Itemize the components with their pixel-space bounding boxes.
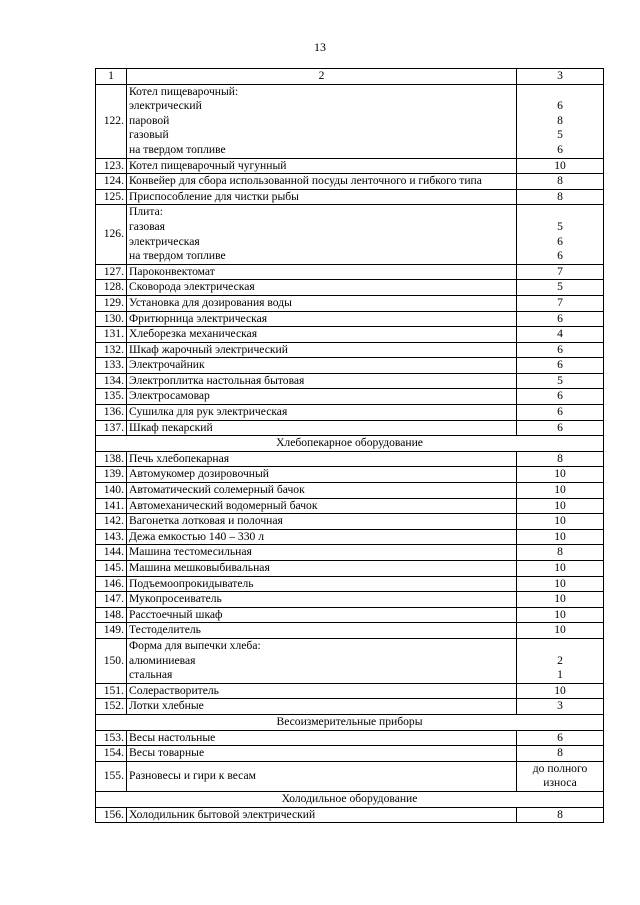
item-name	[127, 498, 517, 514]
item-name-line: стальная	[129, 668, 173, 682]
service-life-line: 6	[557, 389, 563, 403]
table-row	[96, 405, 604, 421]
service-life-value	[517, 389, 604, 405]
item-name-line: электрический	[129, 99, 202, 113]
service-life-line: 6	[557, 342, 563, 356]
table-row	[96, 746, 604, 762]
item-name-line: газовая	[129, 219, 166, 233]
service-life-value	[517, 529, 604, 545]
item-name-line: Конвейер для сбора использованной посуды ленточного и гибкого типа	[129, 174, 482, 188]
item-name-line: Мукопросеиватель	[129, 592, 222, 606]
service-life-line: 7	[557, 295, 563, 309]
item-number: 122.	[96, 84, 127, 158]
table-row	[96, 807, 604, 823]
service-life-line: 6	[557, 420, 563, 434]
item-name-line: на твердом топливе	[129, 249, 226, 263]
table-row	[96, 205, 604, 264]
item-name	[127, 730, 517, 746]
item-number: 133.	[96, 358, 127, 374]
item-name-line: Сушилка для рук электрическая	[129, 405, 288, 419]
table-row	[96, 638, 604, 683]
item-name-line: Фритюрница электрическая	[129, 311, 268, 325]
service-life-value	[517, 311, 604, 327]
service-life-line	[519, 639, 601, 654]
item-name-line: Дежа емкостью 140 – 330 л	[129, 529, 264, 543]
service-life-value	[517, 746, 604, 762]
item-number: 136.	[96, 405, 127, 421]
item-name	[127, 295, 517, 311]
item-name-line: Разновесы и гири к весам	[129, 769, 256, 783]
service-life-line: до полного износа	[532, 761, 588, 790]
table-row	[96, 327, 604, 343]
service-life-value	[517, 730, 604, 746]
service-life-value	[517, 451, 604, 467]
table-row	[96, 295, 604, 311]
service-life-value	[517, 592, 604, 608]
service-life-line: 8	[557, 113, 563, 127]
item-number: 147.	[96, 592, 127, 608]
item-number: 150.	[96, 638, 127, 683]
table-row	[96, 699, 604, 715]
item-number: 145.	[96, 561, 127, 577]
table-row	[96, 483, 604, 499]
item-number: 137.	[96, 420, 127, 436]
table-row	[96, 683, 604, 699]
table-row	[96, 358, 604, 374]
service-life-value	[517, 342, 604, 358]
header-cell-number: 1	[96, 69, 127, 85]
item-name	[127, 373, 517, 389]
table-row	[96, 389, 604, 405]
item-number: 135.	[96, 389, 127, 405]
item-number: 134.	[96, 373, 127, 389]
service-life-value	[517, 358, 604, 374]
service-life-line: 10	[554, 483, 566, 497]
service-life-value	[517, 467, 604, 483]
service-life-value	[517, 174, 604, 190]
header-row	[96, 69, 604, 85]
service-life-line: 2	[557, 653, 563, 667]
item-name	[127, 699, 517, 715]
service-life-line: 6	[557, 99, 563, 113]
service-life-value	[517, 158, 604, 174]
service-life-line: 8	[557, 174, 563, 188]
item-name	[127, 311, 517, 327]
section-header-row	[96, 436, 604, 452]
item-number: 151.	[96, 683, 127, 699]
item-name-line: Плита:	[129, 205, 163, 219]
item-name-line: Сковорода электрическая	[129, 280, 255, 294]
item-name	[127, 280, 517, 296]
item-name	[127, 189, 517, 205]
item-name-line: алюминиевая	[129, 653, 196, 667]
item-name-line: Автомукомер дозировочный	[129, 467, 269, 481]
item-name	[127, 174, 517, 190]
item-name-line: Солерастворитель	[129, 683, 219, 697]
item-number: 138.	[96, 451, 127, 467]
item-name-line: Вагонетка лотковая и полочная	[129, 514, 283, 528]
item-name-line: газовый	[129, 128, 169, 142]
item-number: 141.	[96, 498, 127, 514]
item-number: 125.	[96, 189, 127, 205]
item-number: 123.	[96, 158, 127, 174]
service-life-line: 8	[557, 545, 563, 559]
item-name	[127, 420, 517, 436]
item-name-line: Форма для выпечки хлеба:	[129, 638, 261, 652]
service-life-value	[517, 405, 604, 421]
item-number: 155.	[96, 761, 127, 791]
service-life-line: 6	[557, 234, 563, 248]
item-name	[127, 592, 517, 608]
item-name	[127, 607, 517, 623]
item-number: 140.	[96, 483, 127, 499]
item-number: 130.	[96, 311, 127, 327]
section-header-row	[96, 714, 604, 730]
item-number: 149.	[96, 623, 127, 639]
service-life-line: 10	[554, 158, 566, 172]
item-name	[127, 623, 517, 639]
table-row	[96, 730, 604, 746]
item-name-line: Расстоечный шкаф	[129, 607, 223, 621]
item-name	[127, 746, 517, 762]
service-life-value	[517, 561, 604, 577]
section-title: Холодильное оборудование	[96, 791, 604, 807]
item-name	[127, 467, 517, 483]
table-row	[96, 514, 604, 530]
service-life-line: 6	[557, 358, 563, 372]
item-name-line: Приспособление для чистки рыбы	[129, 189, 299, 203]
service-life-line: 4	[557, 327, 563, 341]
item-name-line: Тестоделитель	[129, 623, 201, 637]
service-life-line: 8	[557, 451, 563, 465]
item-name	[127, 84, 517, 158]
item-name	[127, 683, 517, 699]
item-name	[127, 358, 517, 374]
item-name-line: Котел пищеварочный:	[129, 84, 239, 98]
item-name	[127, 514, 517, 530]
table-row	[96, 592, 604, 608]
item-number: 131.	[96, 327, 127, 343]
service-life-value	[517, 699, 604, 715]
service-life-line: 5	[557, 128, 563, 142]
table-row	[96, 576, 604, 592]
service-life-value	[517, 327, 604, 343]
service-life-value	[517, 498, 604, 514]
page-number: 13	[314, 40, 326, 54]
item-name-line: электрическая	[129, 234, 200, 248]
service-life-value	[517, 576, 604, 592]
service-life-line: 6	[557, 730, 563, 744]
table-row	[96, 264, 604, 280]
service-life-line: 7	[557, 264, 563, 278]
item-name-line: Машина тестомесильная	[129, 545, 252, 559]
table-row	[96, 561, 604, 577]
service-life-line: 10	[554, 467, 566, 481]
service-life-line: 10	[554, 592, 566, 606]
table-row	[96, 373, 604, 389]
item-name-line: Электроплитка настольная бытовая	[129, 373, 305, 387]
service-life-value	[517, 623, 604, 639]
item-name-line: Весы настольные	[129, 730, 216, 744]
service-life-line	[519, 205, 601, 220]
service-life-value	[517, 545, 604, 561]
item-name-line: Лотки хлебные	[129, 699, 204, 713]
item-name	[127, 545, 517, 561]
service-life-value	[517, 295, 604, 311]
service-life-line: 5	[557, 280, 563, 294]
service-life-line: 10	[554, 514, 566, 528]
section-title: Хлебопекарное оборудование	[96, 436, 604, 452]
item-name	[127, 342, 517, 358]
service-life-line: 5	[557, 219, 563, 233]
table-row	[96, 342, 604, 358]
item-name	[127, 576, 517, 592]
item-number: 124.	[96, 174, 127, 190]
service-life-value	[517, 264, 604, 280]
service-life-line: 10	[554, 498, 566, 512]
item-name-line: Хлеборезка механическая	[129, 327, 258, 341]
service-life-value	[517, 483, 604, 499]
item-name-line: Подъемоопрокидыватель	[129, 576, 254, 590]
table-row	[96, 280, 604, 296]
item-number: 144.	[96, 545, 127, 561]
item-name-line: Шкаф жарочный электрический	[129, 342, 288, 356]
item-name-line: Электрочайник	[129, 358, 205, 372]
item-name	[127, 483, 517, 499]
item-name	[127, 529, 517, 545]
item-number: 153.	[96, 730, 127, 746]
item-name-line: на твердом топливе	[129, 142, 226, 156]
table-row	[96, 158, 604, 174]
item-name-line: Холодильник бытовой электрический	[129, 807, 316, 821]
service-life-line: 8	[557, 746, 563, 760]
service-life-line: 10	[554, 561, 566, 574]
table-body	[96, 84, 604, 823]
item-name	[127, 638, 517, 683]
table-row	[96, 311, 604, 327]
item-name-line: Установка для дозирования воды	[129, 295, 292, 309]
item-name-line: Шкаф пекарский	[129, 420, 213, 434]
service-life-value	[517, 607, 604, 623]
item-name-line: Пароконвектомат	[129, 264, 215, 278]
header-cell-name: 2	[127, 69, 517, 85]
item-number: 143.	[96, 529, 127, 545]
item-number: 129.	[96, 295, 127, 311]
item-name	[127, 264, 517, 280]
item-number: 152.	[96, 699, 127, 715]
item-number: 127.	[96, 264, 127, 280]
service-life-value	[517, 373, 604, 389]
service-life-line: 10	[554, 529, 566, 543]
service-life-line: 10	[554, 683, 566, 697]
service-life-value	[517, 84, 604, 158]
table-row	[96, 545, 604, 561]
service-life-line	[519, 85, 601, 100]
item-number: 148.	[96, 607, 127, 623]
table-row	[96, 529, 604, 545]
item-name	[127, 761, 517, 791]
item-name-line: Печь хлебопекарная	[129, 451, 230, 465]
item-number: 154.	[96, 746, 127, 762]
table-row	[96, 467, 604, 483]
item-name	[127, 389, 517, 405]
item-name	[127, 807, 517, 823]
service-life-line: 8	[557, 189, 563, 203]
service-life-line: 3	[557, 699, 563, 713]
table-row	[96, 498, 604, 514]
service-life-line: 5	[557, 373, 563, 387]
service-life-value	[517, 761, 604, 791]
table-row	[96, 84, 604, 158]
section-title: Весоизмерительные приборы	[96, 714, 604, 730]
table-row	[96, 451, 604, 467]
table-row	[96, 420, 604, 436]
service-life-line: 8	[557, 807, 563, 821]
item-name	[127, 327, 517, 343]
item-name-line: Котел пищеварочный чугунный	[129, 158, 287, 172]
service-life-line: 6	[557, 405, 563, 419]
service-life-line: 10	[554, 576, 566, 590]
item-name-line: Автоматический солемерный бачок	[129, 483, 305, 497]
service-life-value	[517, 683, 604, 699]
item-number: 146.	[96, 576, 127, 592]
item-name-line: Машина мешковыбивальная	[129, 561, 270, 574]
item-name-line: Весы товарные	[129, 746, 205, 760]
item-name-line: Автомеханический водомерный бачок	[129, 498, 318, 512]
item-number: 126.	[96, 205, 127, 264]
service-life-line: 6	[557, 311, 563, 325]
item-name	[127, 561, 517, 577]
section-header-row	[96, 791, 604, 807]
item-name	[127, 205, 517, 264]
table-row	[96, 174, 604, 190]
table-row	[96, 189, 604, 205]
item-number: 142.	[96, 514, 127, 530]
service-life-value	[517, 280, 604, 296]
item-number: 132.	[96, 342, 127, 358]
service-life-line: 10	[554, 607, 566, 621]
item-number: 156.	[96, 807, 127, 823]
item-number: 128.	[96, 280, 127, 296]
item-name	[127, 158, 517, 174]
service-life-line: 6	[557, 249, 563, 263]
item-name-line: паровой	[129, 113, 170, 127]
item-name	[127, 451, 517, 467]
item-name	[127, 405, 517, 421]
service-life-value	[517, 638, 604, 683]
header-cell-value: 3	[517, 69, 604, 85]
service-life-value	[517, 189, 604, 205]
service-life-value	[517, 420, 604, 436]
item-name-line: Электросамовар	[129, 389, 210, 403]
service-life-line: 6	[557, 142, 563, 156]
item-number: 139.	[96, 467, 127, 483]
table-row	[96, 607, 604, 623]
service-life-line: 10	[554, 623, 566, 637]
service-life-value	[517, 205, 604, 264]
equipment-table	[95, 68, 604, 823]
service-life-line: 1	[557, 668, 563, 682]
service-life-value	[517, 514, 604, 530]
service-life-value	[517, 807, 604, 823]
table-row	[96, 761, 604, 791]
table-row	[96, 623, 604, 639]
